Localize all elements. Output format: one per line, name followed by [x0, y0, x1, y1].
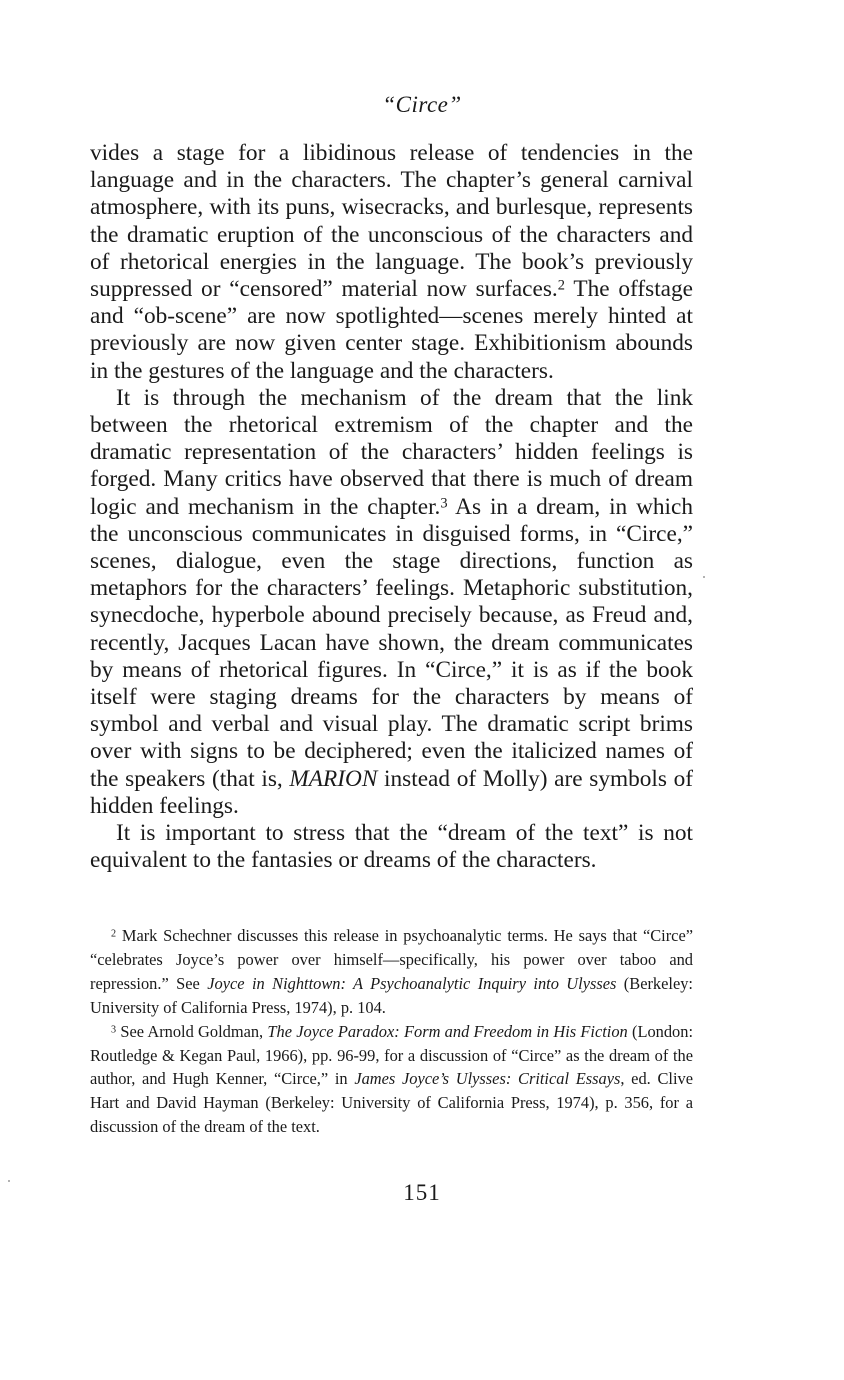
- footnote-text: See Arnold Goldman,: [116, 1021, 268, 1041]
- running-head: “Circe”: [382, 92, 462, 117]
- page-number: 151: [403, 1180, 441, 1205]
- footnote-book-title: Joyce in Nighttown: A Psychoanalytic Inquiry into Ulysses: [207, 973, 617, 993]
- footnote-book-title: James Joyce’s Ulysses: Critical Essays: [354, 1069, 621, 1089]
- paragraph-text: It is important to stress that the “dream of the text” is not equivalent to the fantasies or dreams of the characters.: [90, 820, 693, 874]
- margin-speck: [703, 576, 705, 578]
- paragraph-text: It is through the mechanism of the dream that the link between the rhetorical extremism of the chapter and the dramatic representation of the characters’ hidden feelings is forged. Many critics have observed that there is much of dream logic and mechanism in the chapter.: [90, 384, 693, 520]
- footnote-number: 3: [111, 1024, 117, 1036]
- paragraph-1: [90, 140, 693, 385]
- paragraph-3: [90, 820, 693, 874]
- footnote-ref-2[interactable]: 2: [557, 277, 565, 294]
- footnote-3: [90, 1020, 693, 1140]
- footnote-2: [90, 924, 693, 1020]
- footnotes: [90, 924, 693, 1139]
- paragraph-text: vides a stage for a libidinous release of tendencies in the language and in the characters. The chapter’s general carnival atmosphere, with its puns, wisecracks, and burlesque, represents the dramatic eruption of the unconscious of the characters and of rhetorical energies in the language. The book’s previously suppressed or “censored” material now surfaces.: [90, 140, 693, 303]
- footnote-book-title: The Joyce Paradox: Form and Freedom in His Fiction: [267, 1021, 628, 1041]
- paragraph-text: As in a dream, in which the unconscious communicates in disguised forms, in “Circe,” scenes, dialogue, even the stage directions, function as metaphors for the characters’ feelings. Metaphoric substitution, synecdoche, hyperbole abound precisely because, as Freud and, recently, Jacques Lacan have shown, the dream communicates by means of rhetorical figures. In “Circe,” it is as if the book itself were staging dreams for the characters by means of symbol and verbal and visual play. The dramatic script brims over with signs to be deciphered; even the italicized names of the speakers (that is,: [90, 493, 693, 792]
- paragraph-text: The offstage and “ob-scene” are now spotlighted—scenes merely hinted at previously are now given center stage. Exhibitionism abounds in the gestures of the language and the characters.: [90, 276, 694, 384]
- footnote-ref-3[interactable]: 3: [440, 495, 448, 512]
- footnote-text: Mark Schechner discusses this release in psychoanalytic terms. He says that “Circe” “celebrates Joyce’s power over himself—specifically, his power over taboo and repression.” See: [90, 926, 693, 993]
- paragraph-2: [90, 385, 693, 820]
- footnote-text: (Berkeley: University of California Press, 1974), p. 104.: [90, 973, 693, 1017]
- body-text: [90, 140, 693, 874]
- footnote-text: , ed. Clive Hart and David Hayman (Berkeley: University of California Press, 1974), p. 356, for a discussion of the dream of the text.: [90, 1069, 693, 1137]
- speaker-name-marion: MARION: [289, 765, 378, 792]
- margin-speck: [8, 1180, 10, 1182]
- paragraph-text: instead of Molly) are symbols of hidden feelings.: [90, 765, 693, 819]
- footnote-number: 2: [111, 928, 117, 940]
- footnote-text: (London: Routledge & Kegan Paul, 1966), pp. 96-99, for a discussion of “Circe” as the dream of the author, and Hugh Kenner, “Circe,” in: [90, 1021, 693, 1089]
